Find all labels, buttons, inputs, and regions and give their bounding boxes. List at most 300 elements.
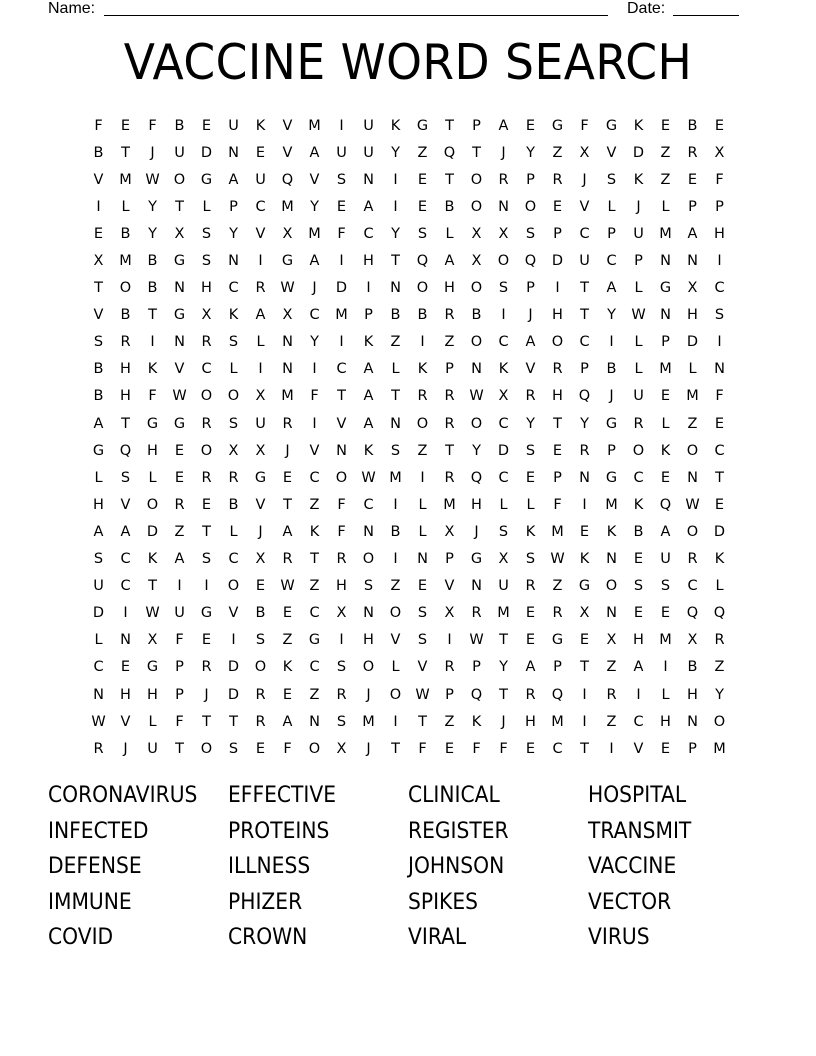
grid-letter: A [525,659,536,676]
grid-letter: F [715,388,724,405]
grid-letter: T [445,117,454,134]
grid-letter: C [714,442,725,459]
grid-letter: O [200,442,213,459]
grid-letter: Z [309,578,320,595]
grid-letter: U [633,225,644,242]
grid-letter: L [148,713,157,730]
grid-letter: K [228,307,239,324]
grid-letter: F [310,388,319,405]
grid-letter: Z [687,415,698,432]
grid-letter: T [499,632,508,649]
grid-letter: G [551,632,564,649]
grid-letter: I [258,253,263,270]
grid-letter: X [687,632,698,649]
grid-letter: L [391,361,400,378]
grid-letter: M [659,361,672,378]
grid-letter: Z [282,632,293,649]
grid-letter: P [526,171,535,188]
grid-letter: Q [416,253,429,270]
grid-letter: G [281,253,294,270]
grid-letter: R [336,686,347,703]
grid-letter: I [366,280,371,297]
grid-letter: R [525,578,536,595]
grid-letter: M [308,225,321,242]
grid-letter: E [579,632,590,649]
grid-letter: E [633,605,644,622]
word-list-item: IMMUNE [48,888,132,915]
grid-letter: I [393,198,398,215]
grid-letter: F [337,225,346,242]
grid-row [85,681,733,708]
grid-letter: J [285,442,290,459]
grid-letter: O [470,415,483,432]
grid-letter: S [606,171,617,188]
grid-letter: J [582,171,587,188]
grid-letter: C [201,361,212,378]
grid-letter: M [119,253,132,270]
grid-row [85,627,733,654]
grid-letter: S [417,605,428,622]
grid-letter: L [229,361,238,378]
grid-letter: N [228,253,239,270]
grid-letter: G [254,469,267,486]
grid-letter: P [472,117,481,134]
grid-letter: N [606,551,617,568]
grid-letter: K [363,334,374,351]
grid-letter: S [93,551,104,568]
grid-letter: S [417,225,428,242]
word-list-item: REGISTER [408,817,509,844]
grid-letter: H [93,496,104,513]
grid-letter: B [471,307,482,324]
grid-letter: S [714,307,725,324]
grid-letter: I [582,496,587,513]
grid-letter: L [661,415,670,432]
grid-letter: S [660,578,671,595]
grid-letter: X [255,388,266,405]
grid-letter: A [606,280,617,297]
grid-letter: N [282,361,293,378]
grid-letter: C [363,225,374,242]
grid-letter: R [552,171,563,188]
grid-letter: W [172,388,187,405]
word-list-item: VIRAL [408,924,467,951]
grid-letter: G [200,605,213,622]
grid-letter: X [255,551,266,568]
grid-letter: P [553,659,562,676]
grid-letter: K [633,171,644,188]
word-list-item: JOHNSON [408,853,505,880]
grid-letter: J [528,307,533,324]
grid-letter: V [255,225,266,242]
grid-letter: G [173,415,186,432]
date-blank-line [673,15,739,16]
grid-letter: B [606,361,617,378]
grid-letter: T [391,740,400,757]
grid-letter: U [336,144,347,161]
grid-letter: U [579,253,590,270]
grid-letter: R [255,713,266,730]
grid-letter: E [660,117,671,134]
grid-letter: I [447,632,452,649]
grid-letter: Y [310,198,319,215]
grid-letter: S [201,225,212,242]
grid-letter: J [501,713,506,730]
grid-letter: M [119,171,132,188]
grid-letter: C [309,307,320,324]
grid-letter: X [255,442,266,459]
grid-row [85,410,733,437]
grid-letter: F [175,713,184,730]
grid-letter: P [715,198,724,215]
grid-letter: P [580,361,589,378]
grid-letter: N [336,442,347,459]
grid-letter: S [633,578,644,595]
grid-letter: N [228,144,239,161]
grid-letter: X [336,740,347,757]
grid-letter: J [150,144,155,161]
grid-letter: R [633,415,644,432]
grid-letter: G [605,469,618,486]
grid-letter: H [120,361,131,378]
grid-row [85,383,733,410]
grid-letter: S [498,523,509,540]
grid-letter: H [525,713,536,730]
grid-letter: P [175,659,184,676]
grid-letter: P [553,469,562,486]
grid-letter: H [120,388,131,405]
grid-letter: I [420,469,425,486]
grid-letter: V [93,171,104,188]
grid-letter: C [120,578,131,595]
grid-letter: S [228,334,239,351]
grid-letter: Y [526,144,535,161]
grid-letter: S [363,578,374,595]
grid-letter: L [94,632,103,649]
grid-letter: E [201,117,212,134]
grid-letter: C [120,551,131,568]
grid-letter: X [336,605,347,622]
grid-letter: L [418,523,427,540]
grid-letter: V [282,117,293,134]
grid-letter: N [363,171,374,188]
grid-letter: A [174,551,185,568]
word-list [48,778,788,956]
grid-letter: T [337,388,346,405]
grid-letter: T [391,388,400,405]
grid-letter: I [204,578,209,595]
grid-letter: N [687,469,698,486]
grid-letter: X [498,388,509,405]
name-blank-line [104,15,608,16]
grid-letter: E [174,469,185,486]
grid-row [85,302,733,329]
grid-row [85,708,733,735]
grid-letter: B [147,253,158,270]
grid-letter: N [714,361,725,378]
grid-letter: Z [174,523,185,540]
grid-letter: V [255,496,266,513]
grid-letter: N [660,253,671,270]
grid-letter: E [660,469,671,486]
word-list-item: VECTOR [588,888,672,915]
grid-letter: W [469,632,484,649]
grid-letter: F [337,523,346,540]
grid-letter: S [201,551,212,568]
grid-letter: W [469,388,484,405]
grid-letter: W [91,713,106,730]
grid-letter: X [471,225,482,242]
grid-letter: O [632,442,645,459]
grid-letter: C [498,415,509,432]
grid-letter: E [255,740,266,757]
grid-letter: R [444,388,455,405]
grid-letter: C [714,280,725,297]
grid-letter: G [578,578,591,595]
grid-letter: Z [552,578,563,595]
grid-letter: N [282,334,293,351]
grid-letter: A [309,144,320,161]
grid-letter: X [93,253,104,270]
date-label: Date: [627,0,666,17]
grid-letter: L [634,280,643,297]
grid-letter: P [445,361,454,378]
grid-letter: O [470,171,483,188]
grid-letter: D [713,523,726,540]
grid-letter: M [551,523,564,540]
grid-letter: E [552,198,563,215]
grid-letter: I [123,605,128,622]
grid-letter: L [202,198,211,215]
grid-letter: T [175,198,184,215]
grid-letter: K [633,117,644,134]
grid-letter: R [714,632,725,649]
grid-letter: T [418,713,427,730]
grid-letter: Z [390,578,401,595]
grid-letter: C [228,551,239,568]
grid-row [85,654,733,681]
grid-letter: A [93,523,104,540]
grid-letter: R [498,171,509,188]
grid-letter: J [366,686,371,703]
grid-letter: C [498,469,509,486]
grid-letter: R [444,415,455,432]
grid-letter: V [606,144,617,161]
grid-letter: Y [472,442,481,459]
grid-letter: Y [391,225,400,242]
grid-letter: Z [660,171,671,188]
grid-letter: W [145,171,160,188]
grid-letter: I [609,740,614,757]
grid-letter: D [227,686,240,703]
grid-letter: R [444,307,455,324]
grid-letter: P [607,225,616,242]
grid-letter: H [660,713,671,730]
grid-letter: I [339,334,344,351]
grid-letter: X [444,523,455,540]
grid-letter: T [391,253,400,270]
grid-letter: C [687,578,698,595]
grid-letter: T [202,523,211,540]
grid-letter: F [553,496,562,513]
grid-letter: R [282,551,293,568]
grid-letter: L [661,686,670,703]
grid-letter: Z [444,713,455,730]
grid-letter: X [471,253,482,270]
grid-letter: I [582,713,587,730]
grid-letter: O [227,578,240,595]
grid-letter: O [497,253,510,270]
grid-letter: I [96,198,101,215]
grid-letter: O [470,198,483,215]
grid-letter: M [605,496,618,513]
grid-letter: S [201,253,212,270]
grid-letter: U [228,117,239,134]
grid-letter: E [660,388,671,405]
grid-letter: E [552,442,563,459]
grid-letter: R [417,388,428,405]
grid-letter: M [308,117,321,134]
grid-letter: T [553,415,562,432]
grid-letter: O [416,415,429,432]
grid-letter: R [336,551,347,568]
grid-letter: L [391,659,400,676]
grid-letter: L [607,198,616,215]
grid-letter: H [687,307,698,324]
grid-letter: F [715,171,724,188]
grid-letter: N [687,253,698,270]
grid-letter: Z [390,334,401,351]
grid-row [85,329,733,356]
grid-letter: R [201,469,212,486]
grid-letter: O [470,280,483,297]
grid-letter: B [147,280,158,297]
grid-letter: E [174,442,185,459]
grid-row [85,491,733,518]
grid-letter: F [580,117,589,134]
grid-letter: V [444,578,455,595]
grid-letter: Y [607,307,616,324]
grid-letter: T [148,307,157,324]
grid-letter: L [661,198,670,215]
grid-letter: Q [470,469,483,486]
grid-letter: U [633,388,644,405]
grid-letter: D [335,280,348,297]
grid-letter: Q [713,605,726,622]
word-list-item: HOSPITAL [588,782,687,808]
grid-letter: B [93,144,104,161]
grid-letter: V [93,307,104,324]
grid-letter: C [228,280,239,297]
grid-letter: O [686,442,699,459]
grid-letter: Y [715,686,724,703]
grid-letter: L [634,334,643,351]
word-list-item: SPIKES [408,888,478,915]
grid-letter: O [470,334,483,351]
grid-letter: Y [391,144,400,161]
grid-letter: Y [310,334,319,351]
grid-letter: C [498,334,509,351]
grid-letter: P [445,551,454,568]
grid-letter: E [282,686,293,703]
grid-letter: N [174,280,185,297]
grid-letter: O [335,469,348,486]
grid-letter: Z [714,659,725,676]
grid-letter: A [687,225,698,242]
grid-letter: Z [309,496,320,513]
grid-letter: E [525,740,536,757]
grid-letter: S [93,334,104,351]
grid-letter: R [606,686,617,703]
grid-letter: W [631,307,646,324]
grid-letter: D [146,523,159,540]
grid-row [85,356,733,383]
grid-letter: T [121,415,130,432]
grid-letter: I [231,632,236,649]
grid-letter: I [393,713,398,730]
grid-letter: N [120,632,131,649]
grid-letter: B [120,225,131,242]
grid-letter: U [174,605,185,622]
grid-letter: O [551,334,564,351]
word-list-item: PHIZER [228,888,303,915]
grid-letter: D [686,334,699,351]
grid-letter: R [228,469,239,486]
grid-letter: M [335,307,348,324]
grid-letter: B [93,388,104,405]
grid-letter: W [280,280,295,297]
grid-letter: V [228,605,239,622]
grid-letter: H [714,225,725,242]
grid-letter: V [525,361,536,378]
grid-letter: N [363,605,374,622]
grid-letter: N [471,361,482,378]
grid-letter: E [525,117,536,134]
grid-letter: T [121,144,130,161]
word-list-item: EFFECTIVE [228,782,337,808]
grid-letter: H [633,632,644,649]
grid-letter: C [336,361,347,378]
grid-letter: P [688,198,697,215]
word-list-item: CLINICAL [408,782,500,808]
grid-letter: V [633,740,644,757]
grid-row [85,139,733,166]
grid-letter: C [309,605,320,622]
grid-letter: K [309,523,320,540]
grid-letter: D [200,144,213,161]
grid-letter: S [525,442,536,459]
grid-letter: G [470,551,483,568]
grid-letter: I [717,253,722,270]
grid-letter: P [229,198,238,215]
grid-letter: H [147,686,158,703]
grid-letter: O [389,686,402,703]
grid-letter: X [579,605,590,622]
grid-letter: O [362,659,375,676]
grid-letter: E [282,469,293,486]
grid-letter: T [310,551,319,568]
word-list-item: PROTEINS [228,817,330,844]
word-list-item: INFECTED [48,817,149,844]
grid-letter: Y [580,415,589,432]
grid-letter: G [308,632,321,649]
grid-letter: H [363,253,374,270]
grid-letter: Q [443,144,456,161]
grid-letter: Y [526,415,535,432]
grid-letter: L [256,334,265,351]
grid-letter: T [94,280,103,297]
grid-letter: R [471,605,482,622]
